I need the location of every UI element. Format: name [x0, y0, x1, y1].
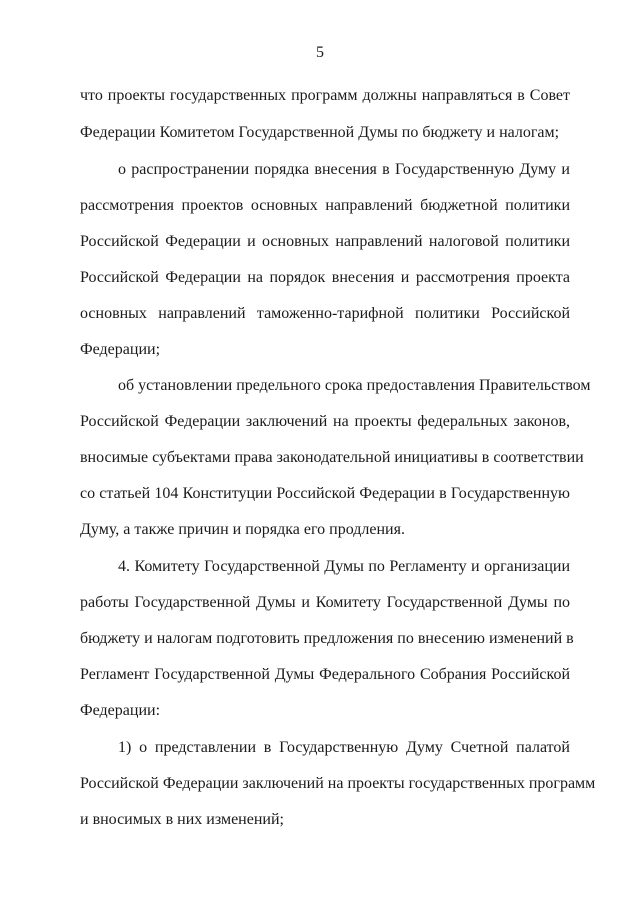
text-line: со статьей 104 Конституции Российской Федерации в Государственную — [80, 485, 570, 502]
paragraph-first-line: о распространении порядка внесения в Государственную Думу и — [118, 161, 570, 178]
text-line: вносимые субъектами права законодательной инициативы в соответствии — [80, 449, 584, 466]
text-line: Федерации: — [80, 702, 161, 719]
text-line: Российской Федерации заключений на проекты государственных программ — [80, 775, 596, 792]
page-number: 5 — [316, 44, 324, 61]
text-line: Российской Федерации на порядок внесения и рассмотрения проекта — [80, 269, 570, 286]
text-line: рассмотрения проектов основных направлений бюджетной политики — [80, 197, 570, 214]
text-line: Российской Федерации и основных направлений налоговой политики — [80, 233, 570, 250]
text-line: работы Государственной Думы и Комитету Государственной Думы по — [80, 594, 570, 611]
text-line: и вносимых в них изменений; — [80, 811, 284, 828]
text-line: Российской Федерации заключений на проекты федеральных законов, — [80, 413, 570, 430]
text-line: Регламент Государственной Думы Федерального Собрания Российской — [80, 666, 570, 683]
text-line: основных направлений таможенно-тарифной политики Российской — [80, 305, 570, 322]
text-line: Думу, а также причин и порядка его продления. — [80, 521, 405, 538]
paragraph-first-line: об установлении предельного срока предоставления Правительством — [118, 377, 591, 394]
paragraph-first-line: 1) о представлении в Государственную Думу Счетной палатой — [118, 739, 570, 756]
paragraph-first-line: 4. Комитету Государственной Думы по Регламенту и организации — [118, 558, 570, 575]
text-line: что проекты государственных программ должны направляться в Совет — [80, 87, 570, 104]
text-line: бюджету и налогам подготовить предложения по внесению изменений в — [80, 630, 574, 647]
text-line: Федерации Комитетом Государственной Думы по бюджету и налогам; — [80, 124, 560, 141]
text-line: Федерации; — [80, 341, 161, 358]
